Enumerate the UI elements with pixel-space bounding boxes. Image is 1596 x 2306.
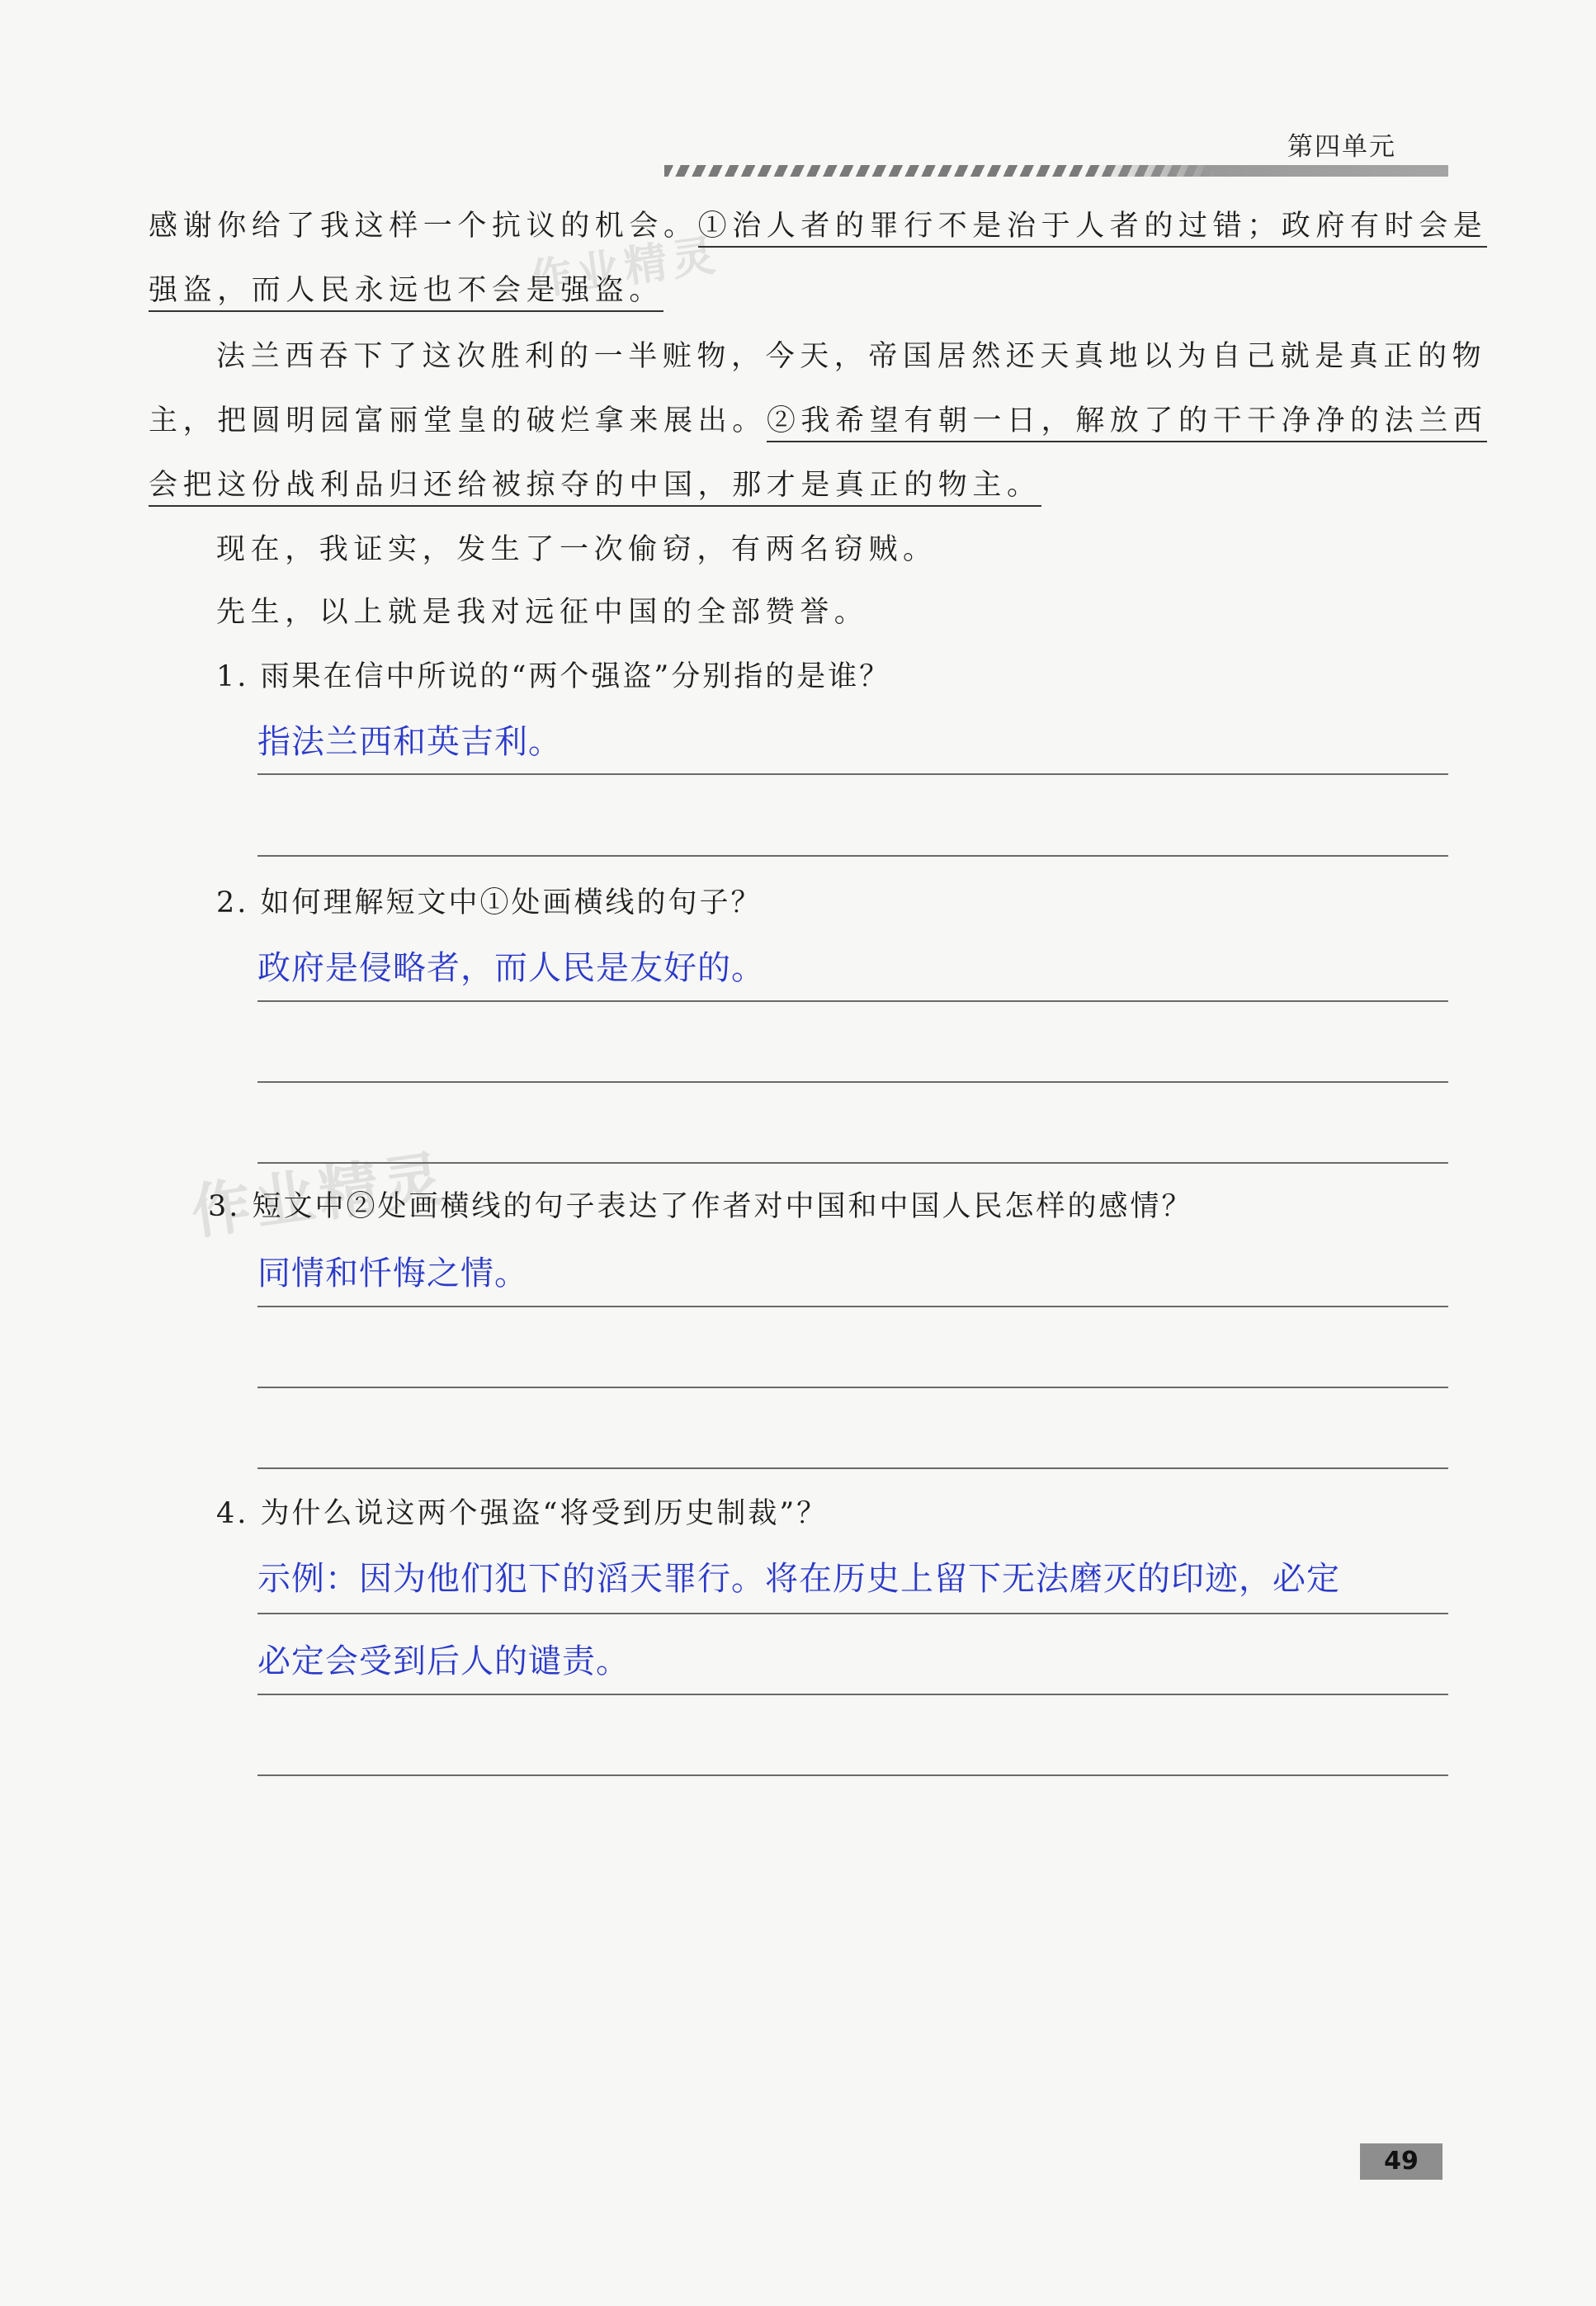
answer-1[interactable]: 指法兰西和英吉利。 bbox=[257, 723, 562, 761]
answer-4-line-2[interactable]: 必定会受到后人的谴责。 bbox=[257, 1642, 630, 1680]
answer-2[interactable]: 政府是侵略者，而人民是友好的。 bbox=[257, 949, 765, 987]
answer-line bbox=[257, 1081, 1448, 1083]
watermark-middle: 作业精灵 bbox=[187, 1142, 452, 1248]
unit-label: 第四单元 bbox=[1287, 132, 1396, 162]
page-number: 49 bbox=[1360, 2143, 1443, 2180]
answer-line bbox=[257, 1306, 1448, 1307]
answer-line bbox=[257, 1694, 1448, 1695]
answer-line bbox=[257, 1387, 1448, 1388]
passage-line-2 bbox=[149, 272, 1448, 309]
passage-line-4 bbox=[149, 403, 1488, 439]
question-3: 3. 短文中②处画横线的句子表达了作者对中国和中国人民怎样的感情？ bbox=[208, 1190, 1193, 1223]
passage-line-3: 法兰西吞下了这次胜利的一半赃物，今天，帝国居然还天真地以为自己就是真正的物 bbox=[216, 340, 1487, 373]
passage-line-6: 现在，我证实，发生了一次偷窃，有两名窃贼。 bbox=[216, 533, 937, 566]
answer-4-line-1[interactable]: 示例：因为他们犯下的滔天罪行。将在历史上留下无法磨灭的印迹，必定 bbox=[257, 1560, 1340, 1598]
passage-text: 主，把圆明园富丽堂皇的破烂拿来展出。 bbox=[149, 404, 767, 437]
underlined-sentence-2-cont: 会把这份战利品归还给被掠夺的中国，那才是真正的物主。 bbox=[149, 469, 1041, 507]
answer-3[interactable]: 同情和忏悔之情。 bbox=[257, 1255, 528, 1292]
question-1: 1. 雨果在信中所说的“两个强盗”分别指的是谁？ bbox=[216, 660, 891, 693]
answer-line bbox=[257, 855, 1448, 857]
answer-line bbox=[257, 1000, 1448, 1002]
answer-line bbox=[257, 1613, 1448, 1614]
header-decorative-bar-solid bbox=[1089, 165, 1448, 177]
question-2: 2. 如何理解短文中①处画横线的句子？ bbox=[216, 886, 763, 919]
passage-line-1 bbox=[149, 208, 1488, 244]
answer-line bbox=[257, 773, 1448, 775]
passage-text: 感谢你给了我这样一个抗议的机会。 bbox=[149, 210, 698, 243]
answer-line bbox=[257, 1162, 1448, 1164]
watermark-top: 作业精灵 bbox=[526, 230, 723, 306]
passage-line-5 bbox=[149, 467, 1448, 503]
answer-line bbox=[257, 1467, 1448, 1469]
underlined-sentence-1-cont: 强盗，而人民永远也不会是强盗。 bbox=[149, 274, 663, 312]
question-4: 4. 为什么说这两个强盗“将受到历史制裁”？ bbox=[216, 1497, 829, 1530]
passage-line-7: 先生，以上就是我对远征中国的全部赞誉。 bbox=[216, 596, 869, 629]
underlined-sentence-2: ②我希望有朝一日，解放了的干干净净的法兰西 bbox=[767, 404, 1488, 442]
answer-line bbox=[257, 1774, 1448, 1776]
underlined-sentence-1: ①治人者的罪行不是治于人者的过错；政府有时会是 bbox=[698, 210, 1488, 248]
